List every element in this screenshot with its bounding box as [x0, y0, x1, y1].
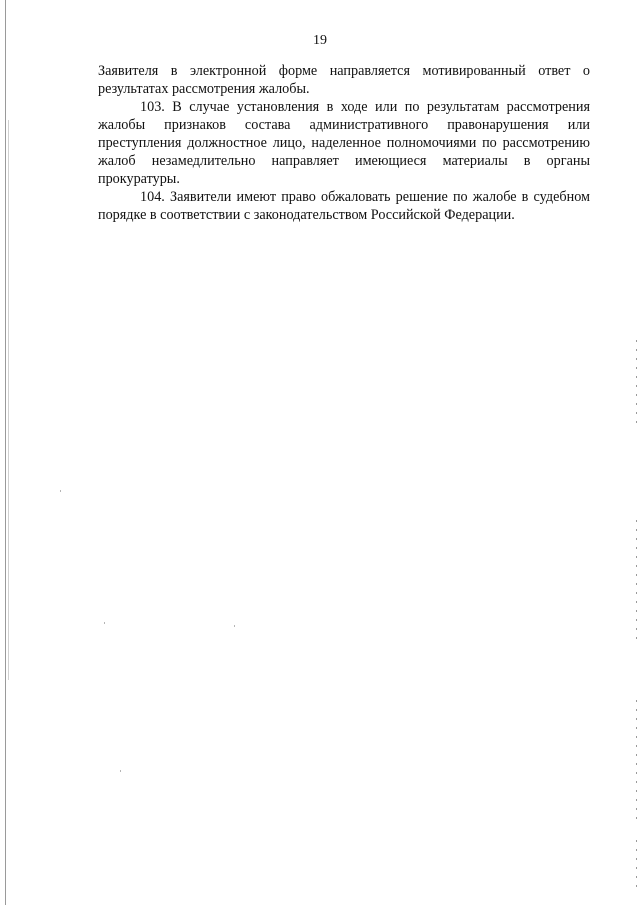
paragraph-103: 103. В случае установления в ходе или по результатам рассмотрения жалобы признаков состава административного правонарушения или преступления должностное лицо, наделенное полномочиями по рассмотрению жалоб незамедлительно направляет имеющиеся материалы в органы прокуратуры. [98, 99, 590, 187]
scan-noise-right [636, 840, 637, 890]
scan-speck [234, 625, 235, 627]
scan-speck [120, 770, 121, 772]
scan-speck [104, 622, 105, 624]
page-number: 19 [313, 33, 327, 48]
paragraph-104: 104. Заявители имеют право обжаловать решение по жалобе в судебном порядке в соответствии с законодательством Российской Федерации. [98, 189, 590, 223]
paragraph-continuation: Заявителя в электронной форме направляется мотивированный ответ о результатах рассмотрения жалобы. [98, 63, 590, 97]
scan-noise-right [636, 520, 637, 640]
document-body [98, 62, 590, 224]
scan-speck [60, 490, 61, 492]
scan-edge-left [5, 0, 6, 905]
scan-noise-right [636, 340, 637, 430]
scan-noise-right [636, 700, 637, 820]
scan-edge-shadow [8, 120, 9, 680]
